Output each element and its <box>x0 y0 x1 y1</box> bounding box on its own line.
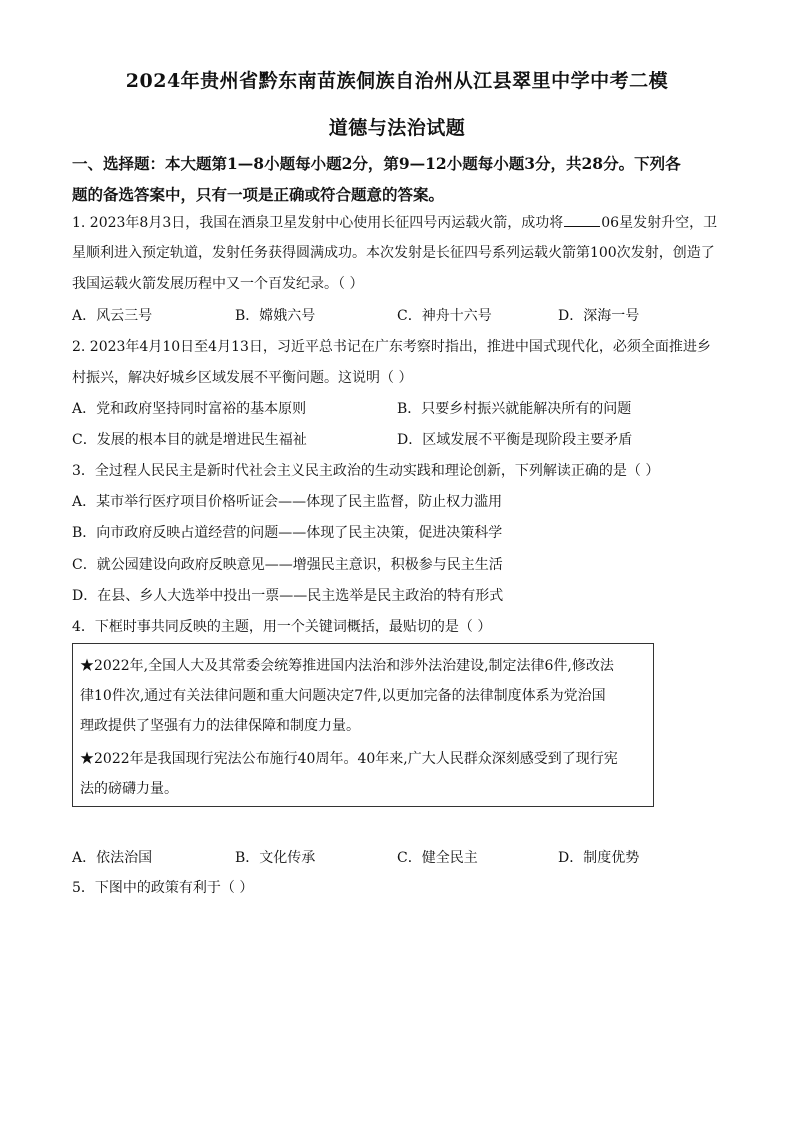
q4-option-c: C．健全民主 <box>397 850 478 866</box>
q3-option-c: C．就公园建设向政府反映意见——增强民主意识，积极参与民主生活 <box>72 557 503 573</box>
section-heading <box>72 148 732 210</box>
q1-stem-part-b: 06星发射升空，卫 <box>601 215 718 231</box>
q2-option-b: B．只要乡村振兴就能解决所有的问题 <box>397 401 632 417</box>
q2-option-c: C．发展的根本目的就是增进民生福祉 <box>72 432 307 448</box>
q4-box-line-4: ★2022年是我国现行宪法公布施行40周年。40年来,广大人民群众深刻感受到了现行宪 <box>80 751 618 767</box>
q1-option-a: A．风云三号 <box>72 308 153 324</box>
q4-option-b: B．文化传承 <box>235 850 316 866</box>
q3-option-b: B．向市政府反映占道经营的问题——体现了民主决策，促进决策科学 <box>72 525 503 541</box>
q4-box-line-3: 理政提供了坚强有力的法律保障和制度力量。 <box>80 718 360 734</box>
q4-box-line-1: ★2022年,全国人大及其常委会统筹推进国内法治和涉外法治建设,制定法律6件,修改法 <box>80 658 614 674</box>
q1-stem-part-a: 1. 2023年8月3日，我国在酒泉卫星发射中心使用长征四号丙运载火箭，成功将 <box>72 215 564 231</box>
q4-option-d: D．制度优势 <box>558 850 640 866</box>
exam-subtitle: 道德与法治试题 <box>328 117 466 139</box>
q3-stem: 3．全过程人民民主是新时代社会主义民主政治的生动实践和理论创新，下列解读正确的是（ ） <box>72 463 660 479</box>
q2-option-d: D．区域发展不平衡是现阶段主要矛盾 <box>397 432 633 448</box>
q1-option-c: C．神舟十六号 <box>397 308 492 324</box>
q3-option-d: D．在县、乡人大选举中投出一票——民主选举是民主政治的特有形式 <box>72 588 504 604</box>
q1-stem-line-2: 星顺利进入预定轨道，发射任务获得圆满成功。本次发射是长征四号系列运载火箭第100次发射，创造了 <box>72 245 715 261</box>
q2-stem-line-2: 村振兴，解决好城乡区域发展不平衡问题。这说明（ ） <box>72 370 413 386</box>
q1-option-b: B．嫦娥六号 <box>235 308 316 324</box>
q1-option-d: D．深海一号 <box>558 308 640 324</box>
q3-option-a: A．某市举行医疗项目价格听证会——体现了民主监督，防止权力滥用 <box>72 494 503 510</box>
section-heading-line-2: 题的备选答案中，只有一项是正确或符合题意的答案。 <box>72 185 445 204</box>
q4-option-a: A．依法治国 <box>72 850 153 866</box>
q4-box-line-2: 律10件次,通过有关法律问题和重大问题决定7件,以更加完备的法律制度体系为党治国 <box>80 688 606 704</box>
q1-stem-line-3: 我国运载火箭发展历程中又一个百发纪录。（ ） <box>72 276 364 292</box>
q2-stem-line-1: 2. 2023年4月10日至4月13日，习近平总书记在广东考察时指出，推进中国式现代化，必须全面推进乡 <box>72 339 711 355</box>
q4-stem: 4．下框时事共同反映的主题，用一个关键词概括，最贴切的是（ ） <box>72 619 492 635</box>
q2-option-a: A．党和政府坚持同时富裕的基本原则 <box>72 401 307 417</box>
q4-box-line-5: 法的磅礴力量。 <box>80 781 178 797</box>
q5-stem: 5．下图中的政策有利于（ ） <box>72 880 254 896</box>
q1-blank <box>564 212 600 227</box>
section-heading-line-1: 一、选择题：本大题第1—8小题每小题2分，第9—12小题每小题3分，共28分。下列各 <box>72 154 681 173</box>
q1-stem-line-1 <box>72 212 732 233</box>
exam-title: 2024年贵州省黔东南苗族侗族自治州从江县翠里中学中考二模 <box>125 70 669 92</box>
